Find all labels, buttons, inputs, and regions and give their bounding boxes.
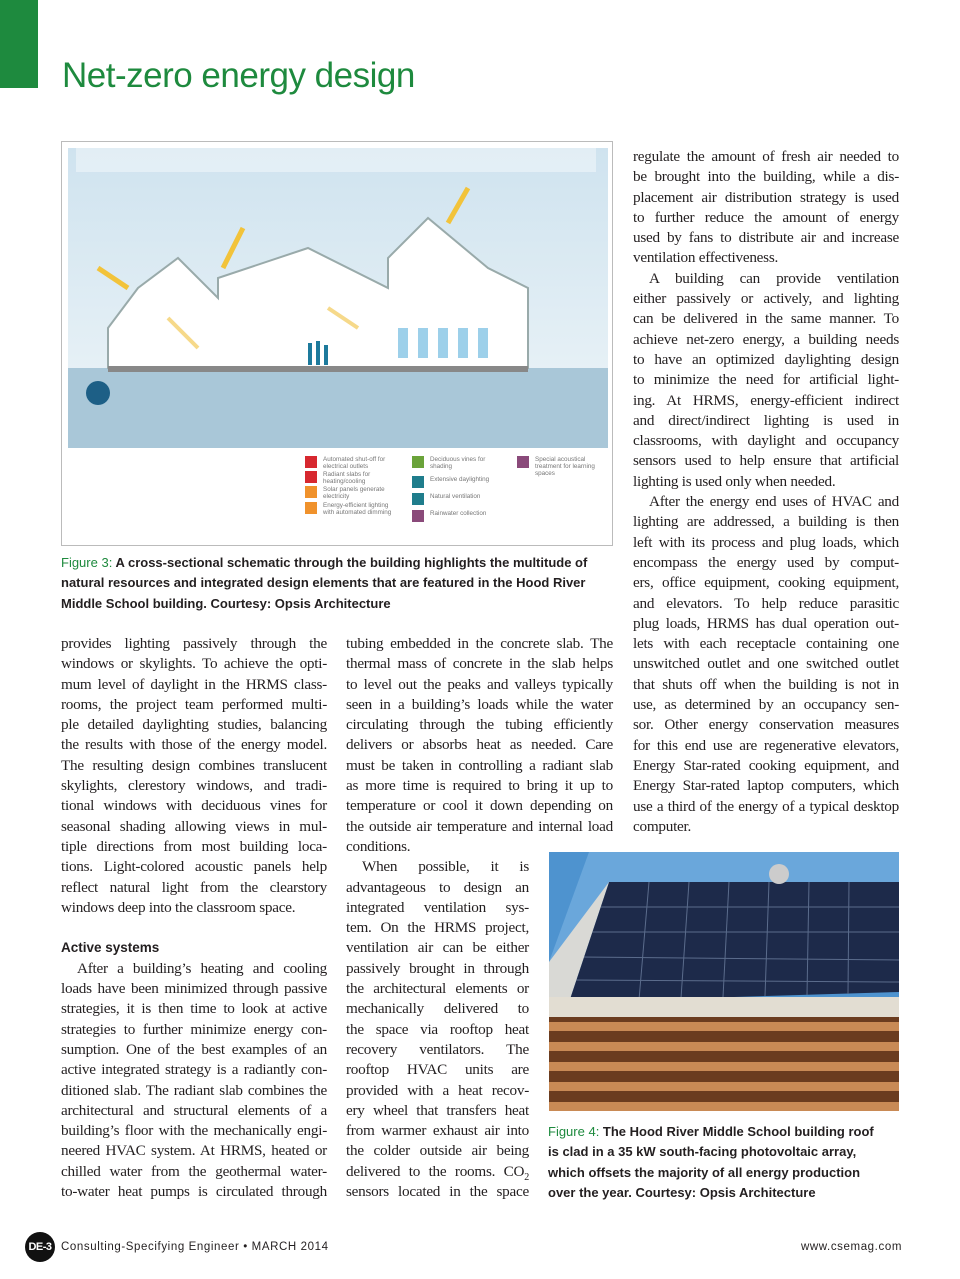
legend-icon — [412, 493, 424, 505]
legend-item — [412, 456, 507, 470]
text-line: left with its process and plug loads, which — [633, 533, 899, 551]
text-line: mechanically delivered to — [346, 1000, 529, 1018]
text-line: delivers or absorbs heat as needed. Care — [346, 736, 613, 754]
text-line: sor. Other energy conservation measures — [633, 716, 899, 734]
caption-line: The Hood River Middle School building roof — [599, 1124, 874, 1139]
text-line: and elevators. To help reduce parasitic — [633, 594, 899, 612]
figure-4-caption — [548, 1122, 874, 1203]
text-line: achieve net-zero energy, a building needs — [633, 330, 899, 348]
website-url: www.csemag.com — [800, 1241, 902, 1253]
text-line: and direct/indirect lighting is used in — [633, 411, 899, 429]
page-number-badge: DE-3 — [25, 1232, 55, 1262]
text-line: sumption. One of the best examples of an — [61, 1040, 327, 1058]
text-line: loads have been minimized through passive — [61, 980, 327, 998]
text-line: classrooms, with daylight and occupancy — [633, 432, 899, 450]
text-line: to further reduce the amount of energy — [633, 208, 899, 226]
text-line: Energy Star-rated cooking equipment, and — [633, 756, 899, 774]
legend-label: Natural ventilation — [430, 493, 481, 500]
text-line: advantageous to design an — [346, 878, 529, 896]
legend-item — [517, 456, 597, 477]
text-line: the architectural elements or — [346, 980, 529, 998]
text-line: A building can provide ventilation — [649, 269, 899, 287]
legend-icon — [305, 471, 317, 483]
text-line: either passively or actively, and lighting — [633, 290, 899, 308]
legend-icon — [412, 510, 424, 522]
text-line: placement air distribution strategy is used — [633, 188, 899, 206]
legend-icon — [305, 486, 317, 498]
text-line: temperature or cool it down depending on — [346, 797, 613, 815]
text-line: tiple directions from most building loca- — [61, 837, 327, 855]
legend-label: Automated shut-off for electrical outlets — [323, 456, 386, 470]
legend-label: Radiant slabs for heating/cooling — [323, 471, 371, 485]
caption-line: A cross-sectional schematic through the building highlights the multitude of — [112, 555, 588, 570]
text-line-span: delivered to the rooms. CO — [346, 1162, 525, 1180]
text-line: passively brought in through — [346, 959, 529, 977]
text-line: ple detailed daylighting studies, balancing — [61, 716, 327, 734]
text-line: After a building’s heating and cooling — [77, 959, 327, 977]
accent-bar — [0, 0, 38, 88]
text-line: be brought into the building, while a dis- — [633, 168, 899, 186]
caption-line: Middle School building. Courtesy: Opsis Architecture — [61, 595, 391, 611]
legend-label: Energy-efficient lighting with automated dimming — [323, 502, 392, 516]
legend-item — [305, 502, 400, 516]
text-line: mum level of daylight in the HRMS class- — [61, 675, 327, 693]
text-line: rooftop HVAC units are — [346, 1061, 529, 1079]
text-line: that shuts off when the building is not in — [633, 675, 899, 693]
text-line: rooms, the project team performed multi- — [61, 695, 327, 713]
legend-item — [412, 476, 507, 488]
text-line: ventilation air can be either — [346, 939, 529, 957]
text-line: use, as determined by an occupancy sen- — [633, 696, 899, 714]
text-line: encompass the energy used by comput- — [633, 553, 899, 571]
legend-item — [412, 493, 507, 505]
legend-label: Special acoustical treatment for learning spaces — [535, 456, 595, 477]
text-line: circulating through the tubing efficiently — [346, 716, 613, 734]
legend-item — [305, 456, 400, 470]
legend-icon — [412, 476, 424, 488]
text-line: reflect natural light from the clearstory — [61, 878, 327, 896]
legend-item — [412, 510, 507, 522]
text-line: active integrated strategy is a radiantly con- — [61, 1061, 327, 1079]
caption-line: which offsets the majority of all energy production — [548, 1164, 861, 1180]
legend-icon — [305, 502, 317, 514]
text-line: neered HVAC system. At HRMS, heated or — [61, 1142, 327, 1160]
text-line: windows deep into the classroom space. — [61, 898, 296, 916]
text-line: skylights, clerestory windows, and tradi- — [61, 777, 327, 795]
text-line: regulate the amount of fresh air needed to — [633, 148, 899, 165]
text-line: After the energy end uses of HVAC and — [649, 493, 899, 511]
text-line: for this end use are regenerative elevators, — [633, 736, 899, 754]
text-line: ers, office equipment, cooking equipment, — [633, 574, 899, 592]
subscript: 2 — [524, 1171, 529, 1183]
text-line: windows or skylights. To achieve the opti- — [61, 655, 327, 673]
text-line: lighting are addressed, a building is then — [633, 513, 899, 531]
text-line — [346, 1162, 529, 1182]
legend-item — [305, 471, 400, 485]
text-line: the colder outside air being — [346, 1142, 529, 1160]
column-1 — [61, 634, 327, 1202]
text-line: the results with those of the energy model. — [61, 736, 327, 754]
text-line: must be taken in controlling a radiant slab — [346, 756, 613, 774]
text-line: to have an optimized daylighting design — [633, 350, 899, 368]
figure-label: Figure 3: — [61, 555, 113, 570]
column-3 — [633, 147, 899, 837]
caption-line: is clad in a 35 kW south-facing photovoltaic array, — [548, 1144, 857, 1160]
figure-3 — [61, 141, 613, 546]
legend-item — [305, 486, 400, 500]
text-line: computer. — [633, 817, 692, 835]
text-line: plug loads, HRMS has dual operation out- — [633, 614, 899, 632]
page-title: Net-zero energy design — [62, 56, 415, 95]
figure-label: Figure 4: — [548, 1124, 600, 1139]
text-line: can be delivered in the same manner. To — [633, 310, 899, 328]
text-line: tem. On the HRMS project, — [346, 919, 529, 937]
text-line: lets with each receptacle containing one — [633, 635, 899, 653]
legend-icon — [305, 456, 317, 468]
legend-icon — [412, 456, 424, 468]
text-line: provides lighting passively through the — [61, 635, 327, 652]
text-line: strategies to further minimize energy con- — [61, 1020, 327, 1038]
text-line: the space via rooftop heat — [346, 1020, 529, 1038]
legend-icon — [517, 456, 529, 468]
section-heading: Active systems — [61, 940, 160, 956]
text-line: thermal mass of concrete in the slab helps — [346, 655, 613, 673]
text-line: as more time is required to bring it up to — [346, 777, 613, 795]
text-line: tional windows with deciduous vines for — [61, 797, 327, 815]
text-line: used by fans to distribute air and increase — [633, 229, 899, 247]
caption-line: over the year. Courtesy: Opsis Architecture — [548, 1184, 816, 1200]
legend-label: Solar panels generate electricity — [323, 486, 385, 500]
text-line: tions. Light-colored acoustic panels help — [61, 858, 327, 876]
text-line: to level out the peaks and valleys typically — [346, 675, 613, 693]
text-line: unswitched outlet and one switched outlet — [633, 655, 899, 673]
text-line: the outside air temperature and internal load — [346, 817, 613, 835]
legend-label: Extensive daylighting — [430, 476, 490, 483]
text-line: architectural and structural elements of a — [61, 1101, 327, 1119]
text-line: lighting is used only when needed. — [633, 472, 836, 490]
text-line: to-water heat pumps is circulated through — [61, 1183, 327, 1201]
text-line: building’s floor with the mechanically engi- — [61, 1122, 327, 1140]
text-line: sensors located in the space — [346, 1183, 529, 1201]
page-footer — [25, 1232, 902, 1262]
legend-label: Deciduous vines for shading — [430, 456, 486, 470]
publication-info: Consulting-Specifying Engineer • MARCH 2014 — [61, 1241, 329, 1253]
text-line: ventilation effectiveness. — [633, 249, 779, 267]
text-line: sensors used to help ensure that artificial — [633, 452, 899, 470]
text-line: conditions. — [346, 837, 411, 855]
text-line: The resulting design combines translucent — [61, 756, 327, 774]
text-line: ery wheel that transfers heat — [346, 1101, 529, 1119]
figure-4-photo — [549, 852, 899, 1111]
text-line: ditioned slab. The radiant slab combines the — [61, 1081, 327, 1099]
text-line: ing. At HRMS, energy-efficient indirect — [633, 391, 899, 409]
text-line: tubing embedded in the concrete slab. The — [346, 635, 613, 652]
figure-3-caption — [61, 553, 587, 614]
text-line: chilled water from the geothermal water- — [61, 1162, 327, 1180]
text-line: When possible, it is — [362, 858, 529, 876]
text-line: integrated ventilation sys- — [346, 898, 529, 916]
text-line: seen in a building’s loads while the water — [346, 695, 613, 713]
text-line: to minimize the need for artificial light- — [633, 371, 899, 389]
legend-label: Rainwater collection — [430, 510, 487, 517]
building-schematic — [68, 148, 608, 448]
caption-line: natural resources and integrated design elements that are featured in the Hood River — [61, 575, 586, 591]
text-line: use a third of the energy of a typical desktop — [633, 797, 899, 815]
text-line: recovery ventilators. The — [346, 1040, 529, 1058]
text-line: provided with a heat recov- — [346, 1081, 529, 1099]
text-line: seasonal shading allowing views in mul- — [61, 817, 327, 835]
text-line: strategies, it is then time to look at active — [61, 1000, 327, 1018]
text-line: from warmer exhaust air into — [346, 1122, 529, 1140]
text-line: Energy Star-rated laptop computers, which — [633, 777, 899, 795]
